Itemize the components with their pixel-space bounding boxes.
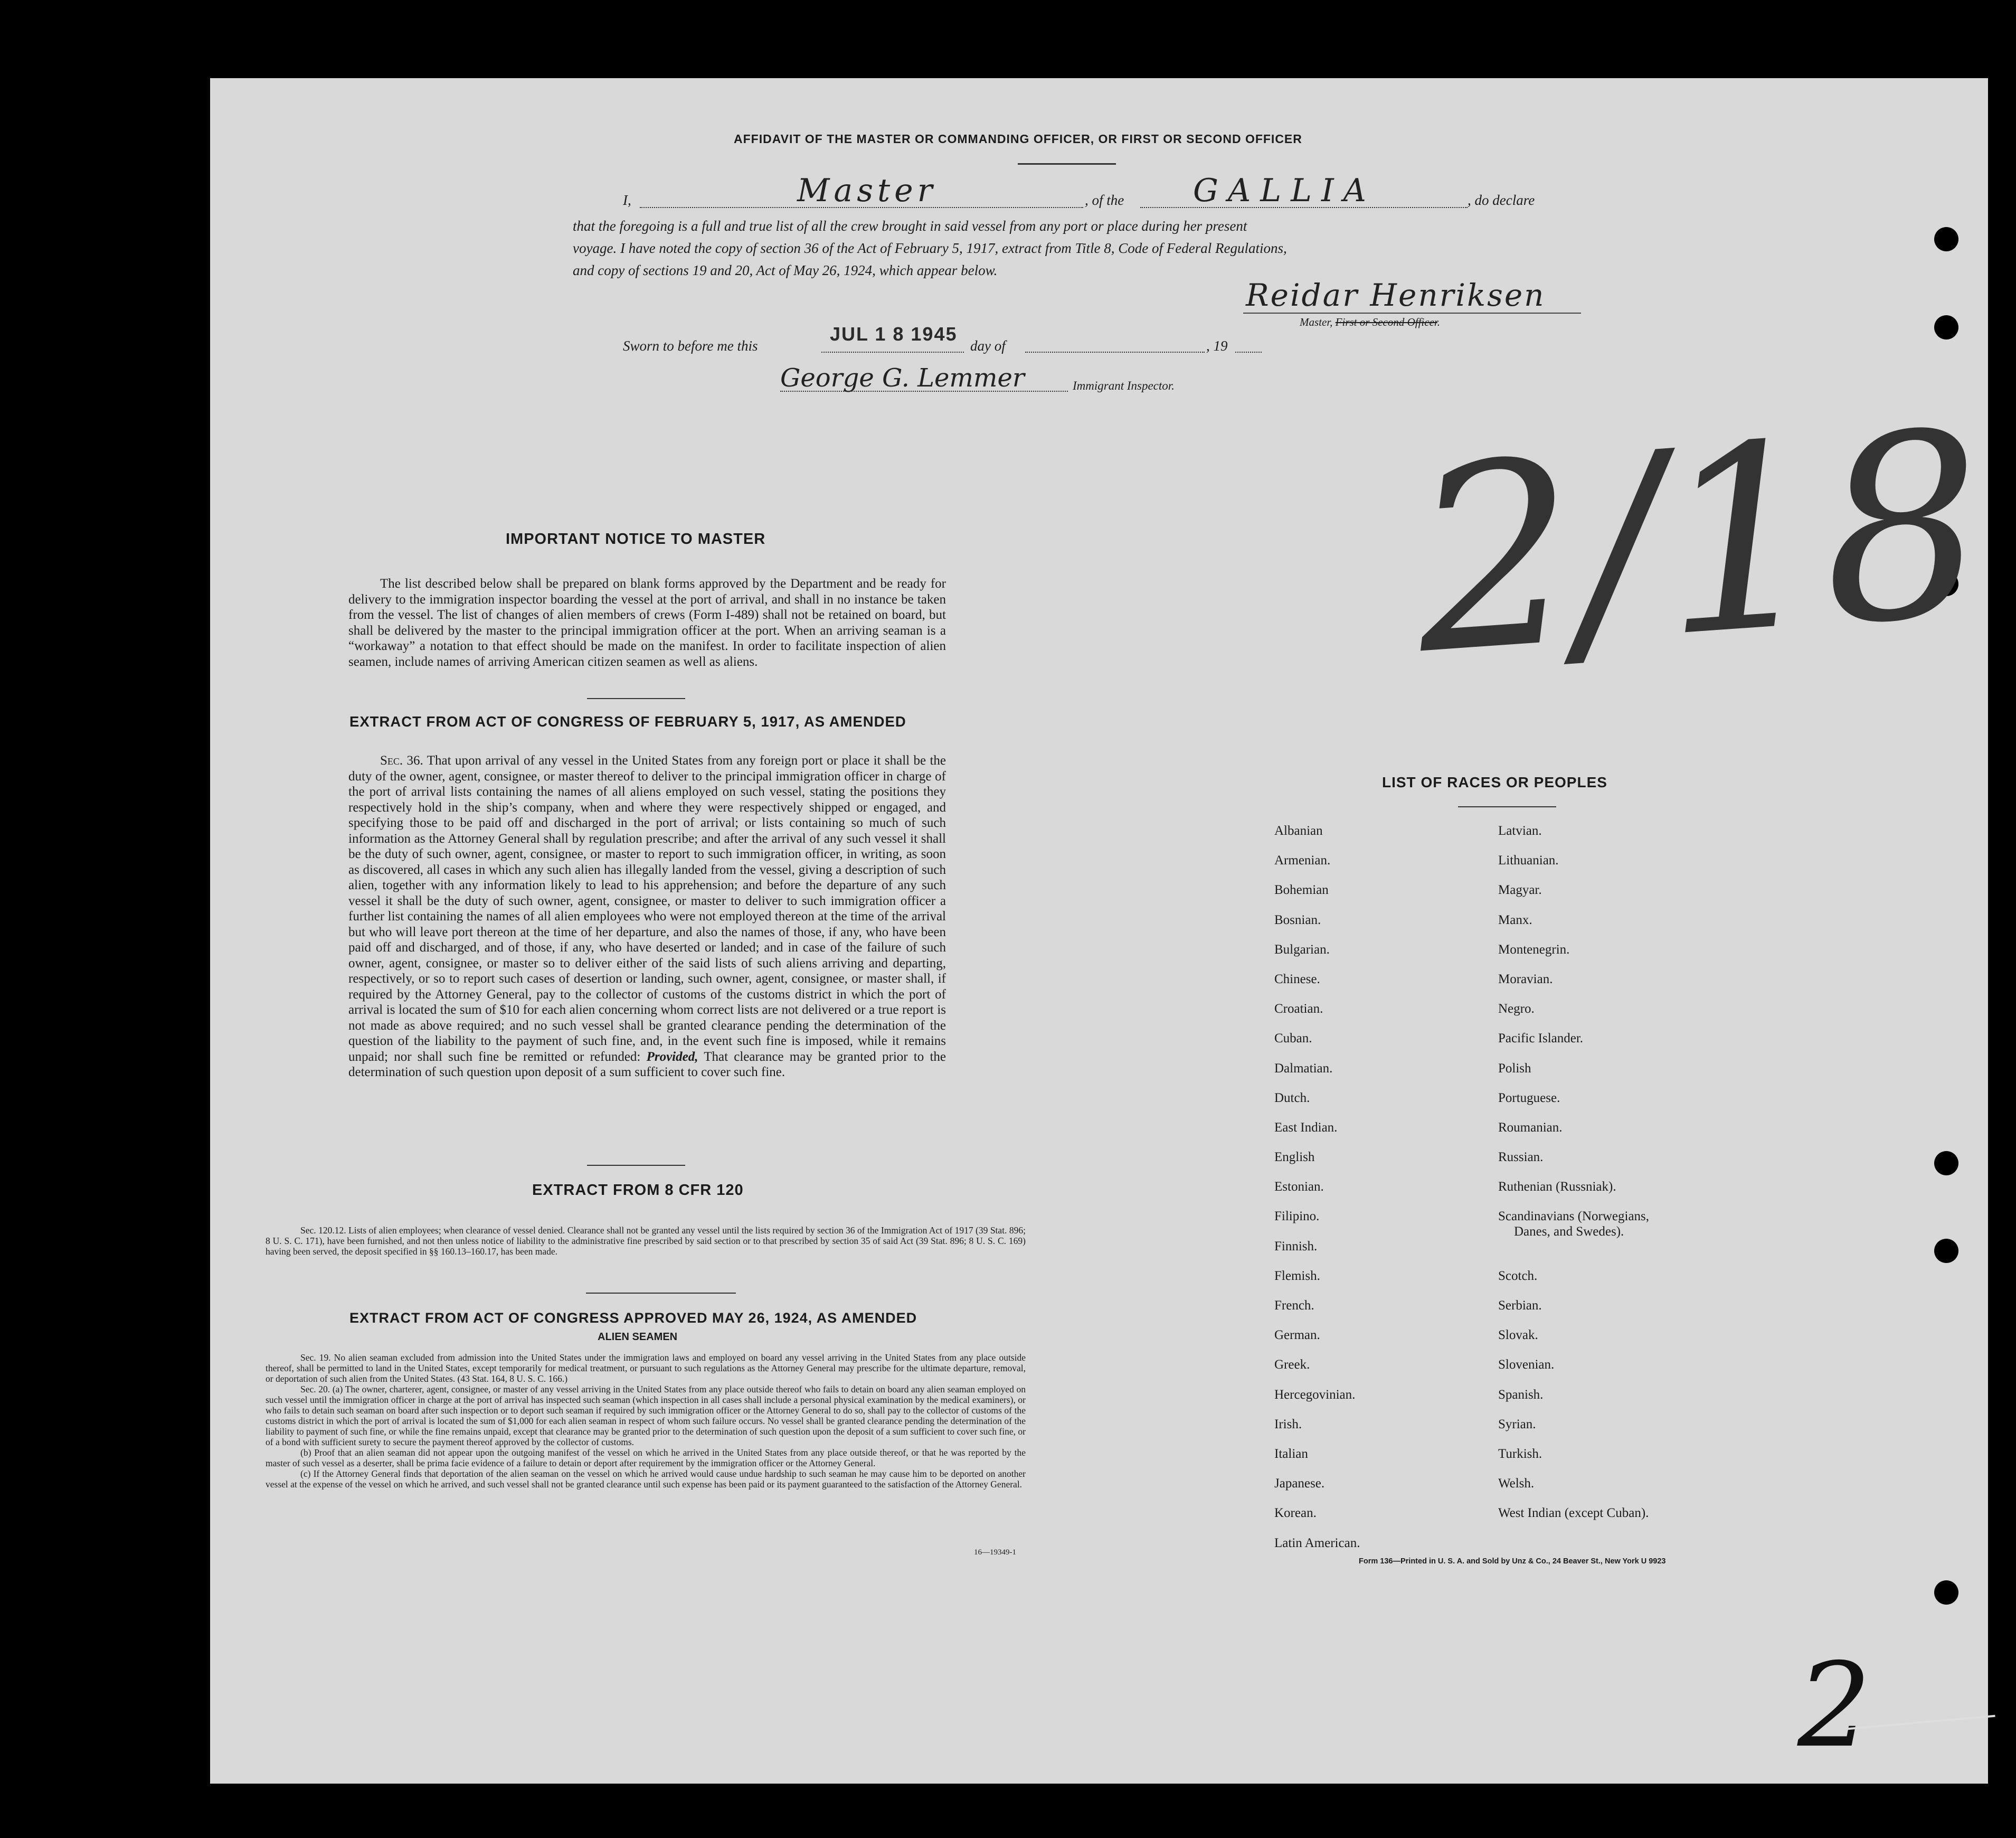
race-item: Bohemian [1274,883,1329,898]
punch-hole [1934,227,1958,251]
sworn-date-line [821,352,964,353]
race-item: Bosnian. [1274,912,1321,927]
sec-20b-text: (b) Proof that an alien seaman did not appear upon the outgoing manifest of the vessel on which he arrived in the United States from any place outside thereof, or that he was reported by the master of such vessel as a deserter, shall be prima facie evidence of a failure to detain or deport after requirement by the immigration officer or the Attorney General. [266,1447,1026,1468]
race-item: Dutch. [1274,1090,1310,1105]
race-item: Spanish. [1498,1387,1544,1402]
race-item: Latin American. [1274,1535,1360,1550]
race-item: East Indian. [1274,1120,1338,1135]
race-item: Japanese. [1274,1476,1325,1491]
sec-20a-text: Sec. 20. (a) The owner, charterer, agent, consignee, or master of any vessel arriving in the United States from any place outside thereof who fails to detain on board any alien seaman employed on such vessel until the immigration officer in charge at the port of arrival has inspected such seaman (which inspection in all cases shall include a personal physical examination by the medical examiners), or who fails to detain such seaman on board after such inspection or to deport such seaman if required by such immigration officer or the Attorney General to do so, shall pay to the collector of customs of the customs district in which the port of arrival is located the sum of $1,000 for each alien seaman in respect of whom such failure occurs. No vessel shall be granted clearance pending the determination of the liability to payment of such fine, or while the fine remains unpaid, except that clearance may be granted prior to the determination of such question upon the deposit of a sum sufficient to cover such fine, or of a bond with sufficient surety to secure the payment thereof approved by the collector of customs. [266,1384,1026,1447]
race-item: Serbian. [1498,1298,1542,1313]
sworn-prefix: Sworn to before me this [623,338,758,354]
race-item: Polish [1498,1061,1531,1076]
race-item: English [1274,1150,1315,1165]
handwritten-mark: 2/18 [1405,376,1994,711]
race-item: French. [1274,1298,1314,1313]
punch-hole [1934,1151,1958,1175]
race-item: Welsh. [1498,1476,1535,1491]
race-item: Flemish. [1274,1268,1320,1283]
race-item: Dalmatian. [1274,1061,1333,1076]
inspector-label: Immigrant Inspector. [1073,379,1175,392]
race-item: Montenegrin. [1498,942,1570,957]
race-item: Syrian. [1498,1417,1536,1431]
race-item: Hercegovinian. [1274,1387,1356,1402]
handwritten-page-number: 2 [1797,1638,1871,1773]
affidavit-line-1 [623,192,631,209]
punch-hole [1934,1580,1958,1605]
sec-36-text: That upon arrival of any vessel in the United States from any foreign port or place it shall be the duty of the owner, agent, consignee, or master thereof to deliver to the principal immigration officer in charge of the port of arrival lists containing the names of all aliens employed on such vessel, stating the positions they respectively hold in the ship’s company, when and where they were respectively shipped or engaged, and specifying those to be paid off and discharged in the port of arrival; or lists containing so much of such information as the Attorney General shall by regulation prescribe; and after the arrival of any such vessel it shall be the duty of such owner, agent, consignee, or master to report to such immigration officer, in writing, as soon as discovered, all cases in which any such alien has illegally landed from the vessel, giving a description of such alien, together with any information likely to lead to his apprehension; and before the departure of any such vessel it shall be the duty of such owner, agent, consignee, or master to deliver to such immigration officer a further list containing the names of all alien employees who were not employed thereon at the time of the arrival but who will leave port thereon at the time of her departure, and also the names of those, if any, who have been paid off and discharged, and of those, if any, who have deserted or landed; and in case of the failure of such owner, agent, consignee, or master so to deliver either of the said lists of such aliens arriving and departing, respectively, or so to report such cases of desertion or landing, such owner, agent, consignee, or master shall, if required by the Attorney General, pay to the collector of customs of the customs district in which the port of arrival is located the sum of $10 for each alien concerning whom correct lists are not delivered or a true report is not made as above required; and no such vessel shall be granted clearance pending the determination of the question of the liability to the payment of such fine, and, in the event such fine is imposed, while it remains unpaid; nor shall such fine be remitted or refunded: [348,753,947,1064]
sec-20c-text: (c) If the Attorney General finds that deportation of the alien seaman on the vessel on which he arrived would cause undue hardship to such seaman he may cause him to be deported on another vessel at the expense of the vessel on which he arrived, and such vessel shall not be granted clearance until such expense has been paid or its payment guaranteed to the satisfaction of the Attorney General. [266,1468,1026,1490]
notice-text: The list described below shall be prepared on blank forms approved by the Department and be ready for delivery to the immigration inspector boarding the vessel at the port of arrival, and shall in no instance be taken from the vessel. The list of changes of alien members of crews (Form I-489) shall not be retained on board, but shall be delivered by the master to the principal immigration officer at the port. When an arriving seaman is a “workaway” a notation to that effect should be made on the manifest. In order to facilitate inspection of alien seamen, include names of arriving American citizen seamen as well as aliens. [348,577,946,669]
signature-role-struck: First or Second Officer [1335,316,1437,328]
master-field: Master [797,172,937,209]
extract-1917-text [348,753,946,1080]
race-item: German. [1274,1328,1320,1343]
race-item: Cuban. [1274,1031,1312,1046]
race-item: Estonian. [1274,1180,1324,1194]
race-item: Moravian. [1498,972,1553,986]
extract-1924-text [266,1352,1026,1490]
race-item: Scotch. [1498,1268,1538,1283]
race-item: Korean. [1274,1506,1317,1521]
race-item: Magyar. [1498,883,1542,898]
race-item: Greek. [1274,1358,1310,1372]
divider [1458,806,1556,807]
race-item: Chinese. [1274,972,1320,986]
affidavit-line-3: voyage. I have noted the copy of section 36 of the Act of February 5, 1917, extract from Title 8, Code of Federal Regulations, [573,240,1287,256]
sworn-year-label: , 19 [1206,338,1228,354]
punch-hole [1934,1239,1958,1263]
race-item: Ruthenian (Russniak). [1498,1180,1616,1194]
race-item: Armenian. [1274,853,1331,868]
races-title: LIST OF RACES OR PEOPLES [1382,774,1607,790]
race-item: Manx. [1498,912,1532,927]
race-item: Scandinavians (Norwegians, [1498,1209,1650,1224]
race-item: Portuguese. [1498,1090,1560,1105]
race-item: Slovenian. [1498,1358,1555,1372]
cfr-title: EXTRACT FROM 8 CFR 120 [532,1182,744,1199]
inspector-line [780,391,1068,392]
divider [586,1293,736,1294]
sworn-month-line [1025,352,1205,353]
signature-role: Master, First or Second Officer. [1300,316,1440,328]
declare-label: , do declare [1468,192,1535,208]
divider [587,1165,685,1166]
race-item: Finnish. [1274,1239,1318,1253]
race-item: Russian. [1498,1150,1544,1165]
race-item: Lithuanian. [1498,853,1559,868]
cfr-text: Sec. 120.12. Lists of alien employees; when clearance of vessel denied. Clearance shall not be granted any vessel until the lists required by section 36 of the Immigration Act of 1917 (39 Stat. 896; 8 U. S. C. 171), have been furnished, and not then unless notice of liability to the administrative fine prescribed by said section or to that prescribed by section 35 of said Act (39 Stat. 896; 8 U. S. C. 169) having been served, the deposit specified in §§ 160.13–160.17, has been made. [266,1225,1026,1257]
date-stamp: JUL 1 8 1945 [830,323,958,345]
sworn-day-label: day of [970,338,1006,354]
form-footer: Form 136—Printed in U. S. A. and Sold by Unz & Co., 24 Beaver St., New York U 9923 [1359,1557,1666,1566]
race-item: West Indian (except Cuban). [1498,1506,1649,1521]
race-item: Italian [1274,1446,1308,1461]
races-right-column [1498,816,1649,1529]
affidavit-title: AFFIDAVIT OF THE MASTER OR COMMANDING OFFICER, OR FIRST OR SECOND OFFICER [734,132,1302,146]
alien-seamen-subtitle: ALIEN SEAMEN [598,1331,678,1343]
races-left-column [1274,816,1360,1558]
race-item: Croatian. [1274,1002,1323,1016]
race-item: Danes, and Swedes). [1514,1224,1624,1239]
race-item: Latvian. [1498,824,1542,838]
race-item: Roumanian. [1498,1120,1563,1135]
race-item: Bulgarian. [1274,942,1330,957]
proviso-text: That clearance may be granted prior to the determination of such question upon deposit of a sum sufficient to cover such fine. [348,1049,946,1079]
master-signature: Reidar Henriksen [1246,277,1546,313]
race-item: Slovak. [1498,1328,1538,1343]
notice-title: IMPORTANT NOTICE TO MASTER [506,531,766,548]
signature-line [1243,313,1581,314]
extract-1917-title: EXTRACT FROM ACT OF CONGRESS OF FEBRUARY 5, 1917, AS AMENDED [349,713,906,730]
affidavit-line-2: that the foregoing is a full and true list of all the crew brought in said vessel from any port or place during her present [573,218,1247,234]
signature-role-master: Master, [1300,316,1333,328]
race-item: Irish. [1274,1417,1302,1431]
affidavit-i: I, [623,192,631,208]
ship-name-field: GALLIA [1193,172,1376,209]
divider [1018,163,1116,165]
divider [587,698,685,699]
of-the-label: , of the [1085,192,1124,208]
race-item: Pacific Islander. [1498,1031,1584,1046]
form-number: 16—19349-1 [974,1548,1016,1557]
sworn-year-line [1235,352,1262,353]
extract-1924-title: EXTRACT FROM ACT OF CONGRESS APPROVED MAY 26, 1924, AS AMENDED [349,1310,917,1326]
race-item: Filipino. [1274,1209,1320,1224]
affidavit-line-4: and copy of sections 19 and 20, Act of May 26, 1924, which appear below. [573,262,998,278]
race-item: Negro. [1498,1002,1535,1016]
sec-36-label: Sec. 36. [380,753,423,768]
proviso-label: Provided, [646,1049,698,1064]
punch-hole [1934,315,1958,340]
race-item: Albanian [1274,824,1323,838]
inspector-signature: George G. Lemmer [780,363,1025,393]
race-item: Turkish. [1498,1446,1542,1461]
sec-19-text: Sec. 19. No alien seaman excluded from admission into the United States under the immigration laws and employed on board any vessel arriving in the United States from any place outside thereof, shall be permitted to land in the United States, except temporarily for medical treatment, or pursuant to such regulations as the Attorney General may prescribe for the ultimate departure, removal, or deportation of such alien from the United States. (43 Stat. 164, 8 U. S. C. 166.) [266,1352,1026,1384]
